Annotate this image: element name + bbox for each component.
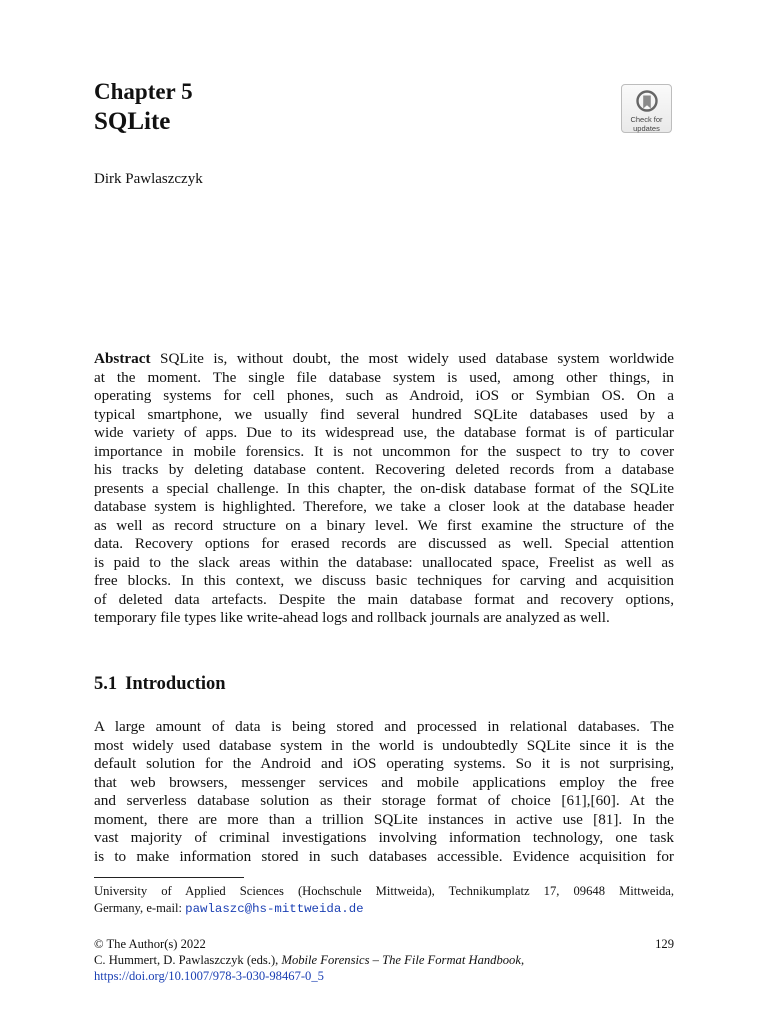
author-email-link[interactable]: pawlaszc@hs-mittweida.de <box>185 902 364 916</box>
author-affiliation-footnote <box>94 883 674 918</box>
check-for-updates-badge[interactable] <box>621 84 672 133</box>
abstract-line: as well as record structure on a binary level. We first examine the structure of the <box>94 516 674 534</box>
intro-line: A large amount of data is being stored and processed in relational databases. The <box>94 718 674 735</box>
abstract-line: importance in mobile forensics. It is not uncommon for the suspect to try to cover <box>94 442 674 460</box>
book-title: Mobile Forensics – The File Format Handbook <box>281 953 521 967</box>
badge-label-line2: updates <box>633 124 660 133</box>
abstract-line: his tracks by deleting database content. Recovering deleted records from a database <box>94 461 674 478</box>
introduction-paragraph <box>94 718 674 866</box>
abstract-label: Abstract <box>94 350 151 367</box>
abstract-line: at the moment. The single file database system is used, among other things, in <box>94 368 674 386</box>
paper-page <box>94 0 674 1024</box>
abstract <box>94 350 674 628</box>
crossmark-icon <box>634 89 660 115</box>
abstract-line: Abstract SQLite is, without doubt, the most widely used database system worldwide <box>94 350 675 367</box>
affiliation-line: University of Applied Sciences (Hochschule Mittweida), Technikumplatz 17, 09648 Mittweida, <box>94 884 674 898</box>
abstract-line: of deleted data artefacts. Despite the main database format and recovery options, <box>94 590 674 608</box>
copyright-line: © The Author(s) 2022 <box>94 937 206 951</box>
page-number: 129 <box>655 937 674 951</box>
abstract-line: presents a special challenge. In this chapter, the on-disk database format of the SQLite <box>94 479 674 497</box>
intro-line: default solution for the Android and iOS operating systems. So it is not surprising, <box>94 755 674 772</box>
abstract-line: typical smartphone, we usually find several hundred SQLite databases used by a <box>94 405 674 423</box>
abstract-line: database system is highlighted. Therefore, we take a closer look at the database header <box>94 498 674 515</box>
section-number: 5.1 <box>94 674 118 694</box>
copyright-block <box>94 936 674 984</box>
citation-line: C. Hummert, D. Pawlaszczyk (eds.), Mobile Forensics – The File Format Handbook, <box>94 953 525 967</box>
intro-line: is to make information stored in such databases accessible. Evidence acquisition for <box>94 847 674 865</box>
abstract-line: free blocks. In this context, we discuss basic techniques for carving and acquisition <box>94 572 674 589</box>
section-title: Introduction <box>125 674 226 694</box>
abstract-line: operating systems for cell phones, such as Android, iOS or Symbian OS. On a <box>94 387 674 404</box>
footnote-divider <box>94 877 244 878</box>
abstract-line: temporary file types like write-ahead logs and rollback journals are analyzed as well. <box>94 609 610 626</box>
abstract-line: data. Recovery options for erased records are discussed as well. Special attention <box>94 535 674 552</box>
section-heading <box>94 672 226 696</box>
intro-line: vast majority of criminal investigations involving information technology, one task <box>94 829 674 846</box>
intro-line: moment, there are more than a trillion SQLite instances in active use [81]. In the <box>94 810 674 828</box>
affiliation-line: Germany, e-mail: pawlaszc@hs-mittweida.de <box>94 901 364 916</box>
chapter-title: SQLite <box>94 108 171 135</box>
abstract-line: is paid to the slack areas within the database: unallocated space, Freelist as well as <box>94 553 674 571</box>
intro-line: that web browsers, messenger services and mobile applications employ the free <box>94 773 674 791</box>
abstract-line: wide variety of apps. Due to its widespread use, the database format is of particular <box>94 424 674 441</box>
chapter-number: Chapter 5 <box>94 79 193 104</box>
author-name: Dirk Pawlaszczyk <box>94 171 203 187</box>
doi-link[interactable]: https://doi.org/10.1007/978-3-030-98467-0_5 <box>94 969 324 983</box>
intro-line: and serverless database solution as their storage format of choice [61],[60]. At the <box>94 792 674 809</box>
badge-label-line1: Check for <box>630 115 663 124</box>
intro-line: most widely used database system in the world is undoubtedly SQLite since it is the <box>94 736 674 754</box>
